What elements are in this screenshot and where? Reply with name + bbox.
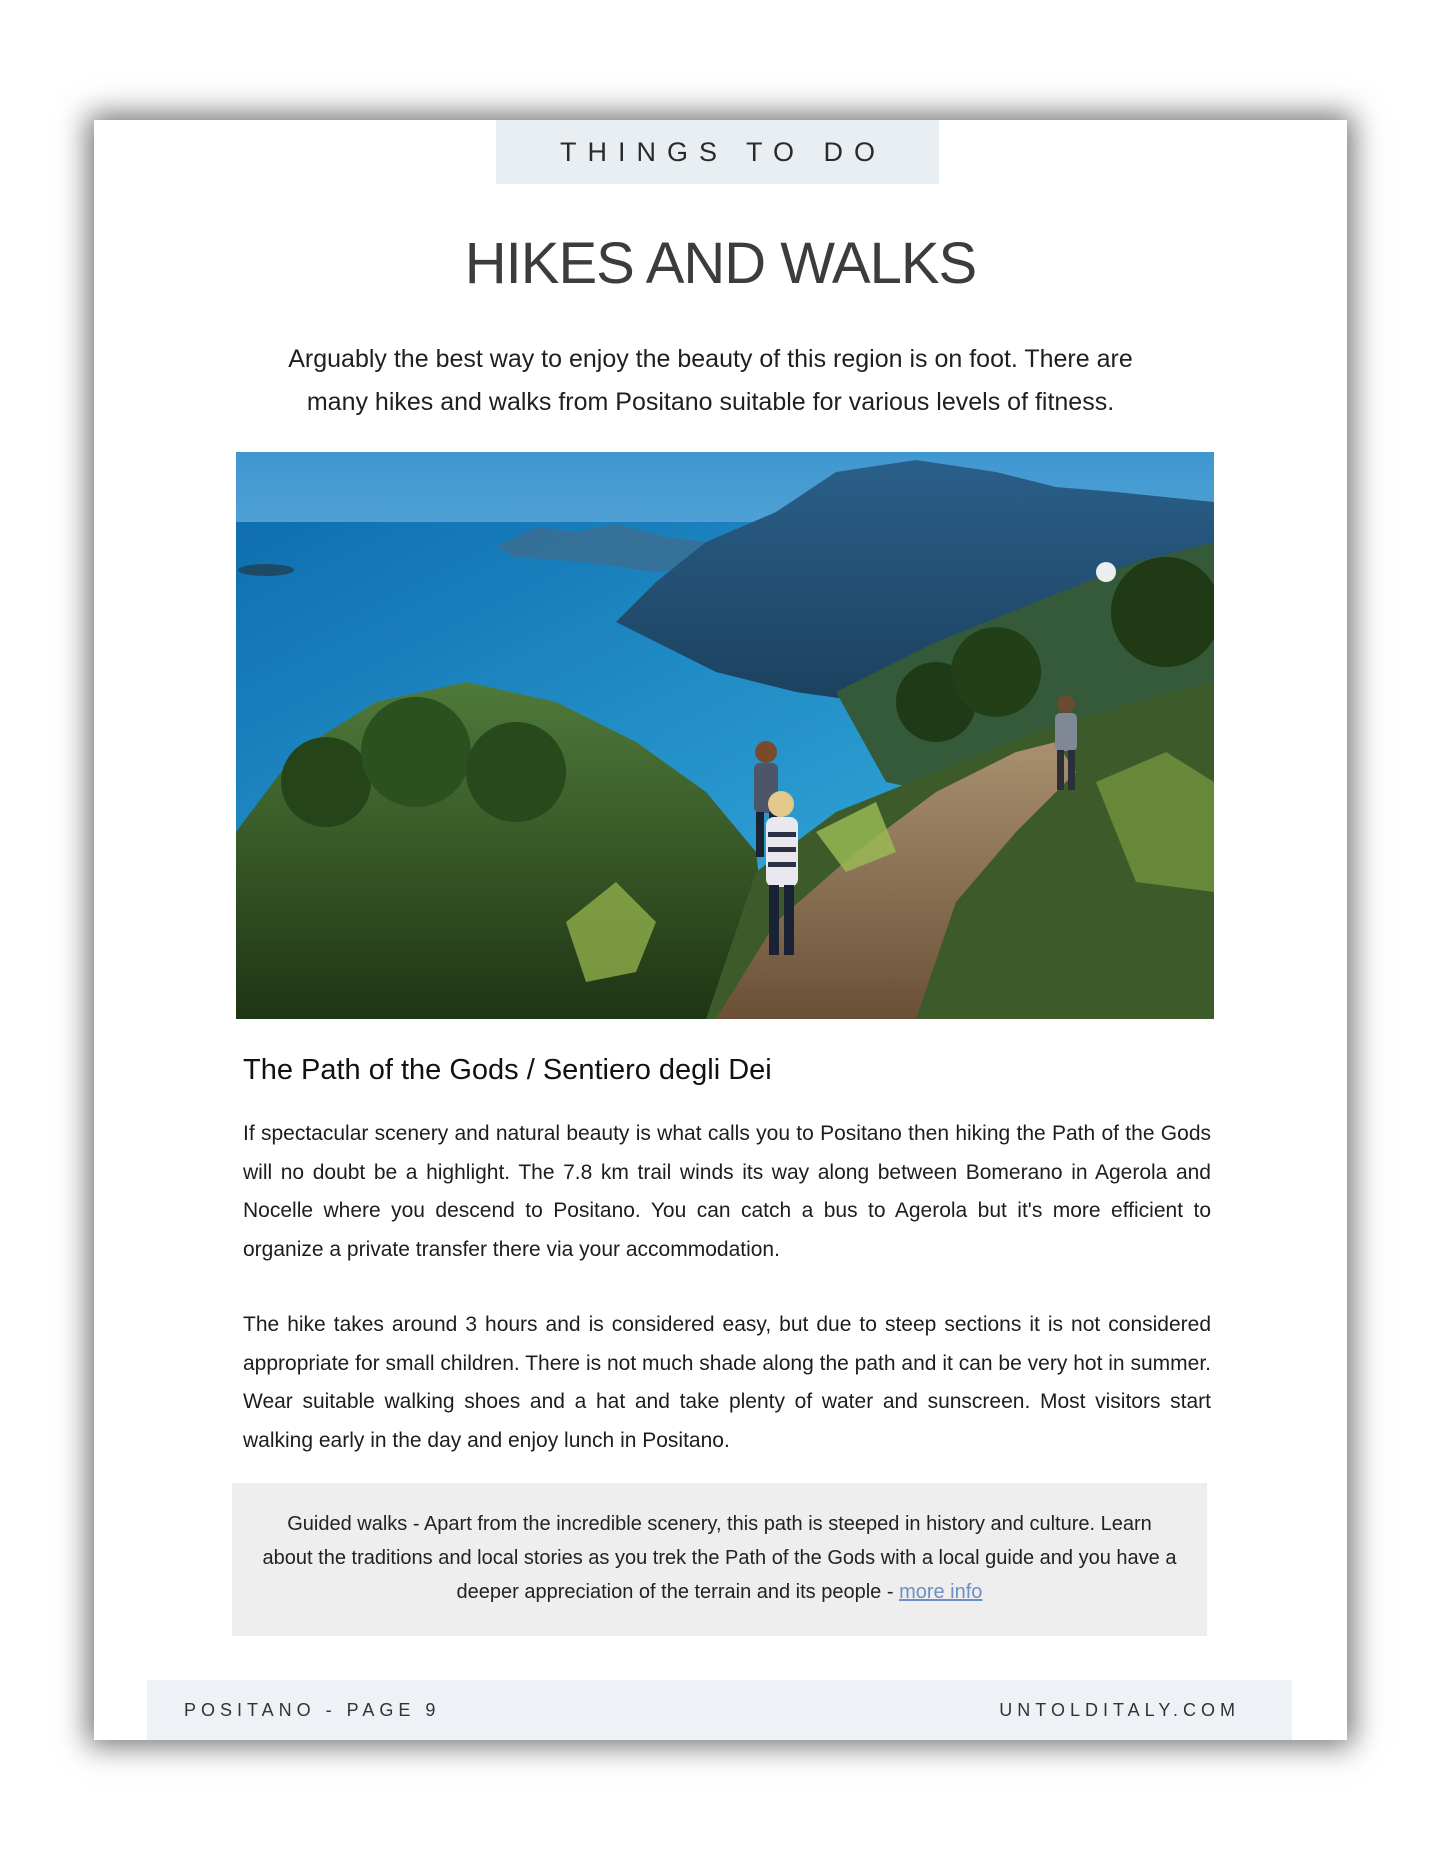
footer-page-label: POSITANO - PAGE 9 bbox=[184, 1699, 441, 1720]
guided-walks-callout bbox=[232, 1483, 1207, 1636]
more-info-link[interactable]: more info bbox=[899, 1581, 983, 1603]
section-heading: The Path of the Gods / Sentiero degli Dei bbox=[243, 1054, 772, 1086]
body-paragraph: If spectacular scenery and natural beauty is what calls you to Positano then hiking the Path of the Gods will no doubt be a highlight. The 7.8 km trail winds its way along between Bomerano in Agerola and Nocelle where you descend to Positano. You can catch a bus to Agerola but it's more efficient to organize a private transfer there via your accommodation. bbox=[243, 1122, 1211, 1261]
hero-photo bbox=[236, 452, 1214, 1019]
section-tag: THINGS TO DO bbox=[496, 120, 939, 184]
footer-site-label: UNTOLDITALY.COM bbox=[999, 1699, 1240, 1720]
hiking-coast-photo bbox=[236, 452, 1214, 1019]
intro-text: Arguably the best way to enjoy the beauty of this region is on foot. There are many hikes and walks from Positano suitable for various levels of fitness. bbox=[288, 345, 1133, 416]
callout-text: Guided walks - Apart from the incredible scenery, this path is steeped in history and culture. Learn about the traditions and local stories as you trek the Path of the Gods with a local guide and you have a deeper appreciation of the terrain and its people - bbox=[262, 1513, 1177, 1603]
page-title: HIKES AND WALKS bbox=[464, 231, 977, 296]
body-paragraph: The hike takes around 3 hours and is considered easy, but due to steep sections it is not considered appropriate for small children. There is not much shade along the path and it can be very hot in summer. Wear suitable walking shoes and a hat and take plenty of water and sunscreen. Most visitors start walking early in the day and enjoy lunch in Positano. bbox=[243, 1313, 1211, 1452]
page-footer bbox=[147, 1680, 1292, 1740]
document-page bbox=[94, 120, 1347, 1740]
